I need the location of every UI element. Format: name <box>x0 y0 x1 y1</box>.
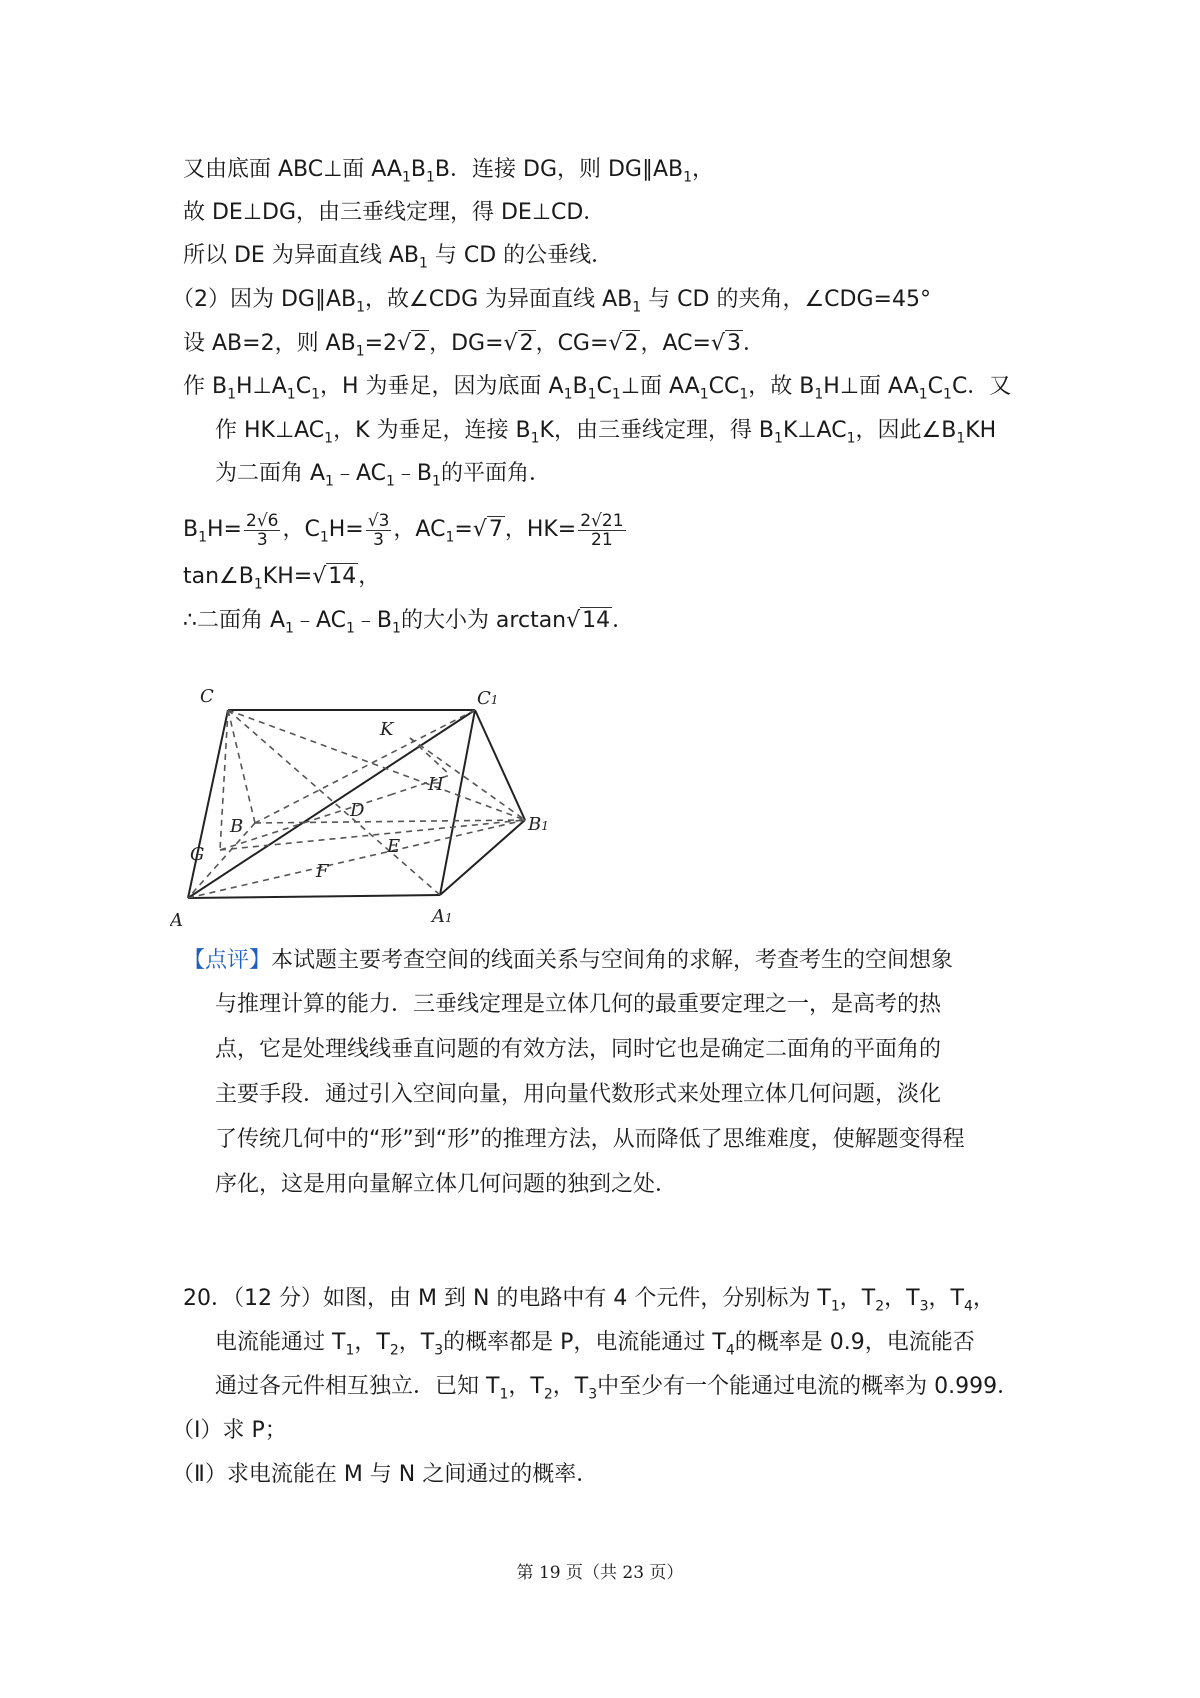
label-D: D <box>350 800 365 821</box>
comment-line-6: 序化，这是用向量解立体几何问题的独到之处． <box>215 1172 678 1197</box>
comment-line-3: 点，它是处理线线垂直问题的有效方法，同时它也是确定二面角的平面角的 <box>215 1037 942 1062</box>
solution-line-10: $\tan\angle B_1KH=√14$， <box>183 564 381 593</box>
prism-figure <box>170 680 570 930</box>
solution-line-9: $B_1H=$ $\frac{2√6}{3}$ ，$C_1H=$ $\frac{√3}{3}$ ，$AC_1=√7$，HK= $\frac{2√21}{21}$ <box>183 510 624 550</box>
problem-line-2: 电流能通过 $T_1$，$T_2$，$T_3$的概率都是 P，电流能通过 $T_4$的概率是 0.9，电流能否 <box>215 1330 975 1359</box>
label-B: B <box>230 816 244 837</box>
solution-line-1: 又由底面 ABC⊥面 $AA_1B_1B$．连接 DG，则 $DG\parallel AB_1$， <box>183 157 715 186</box>
problem-line-1: 20．（12 分）如图，由 M 到 N 的电路中有 4 个元件，分别标为 $T_1$，$T_2$，$T_3$，$T_4$， <box>183 1286 995 1315</box>
solution-line-2: 故 DE⊥DG，由三垂线定理，得 DE⊥CD． <box>183 200 606 225</box>
page-footer: 第 19 页（共 23 页） <box>516 1563 684 1583</box>
solution-line-8: 为二面角 $A_1﹣AC_1﹣B_1$的平面角． <box>215 461 551 490</box>
label-F: F <box>316 861 329 882</box>
label-C: C <box>200 686 214 707</box>
solution-line-6: 作 $B_1H\perp A_1C_1$，H 为垂足，因为底面 $A_1B_1C_1\perp$面 $AA_1CC_1$，故 $B_1H\perp$面 $AA_1C_1C$．又 <box>183 374 1012 403</box>
comment-line-4: 主要手段．通过引入空间向量，用向量代数形式来处理立体几何问题，淡化 <box>215 1082 942 1107</box>
solution-line-4: （2）因为 $DG\parallel AB_1$，故∠CDG 为异面直线 $AB_1$ 与 CD 的夹角，∠CDG=45° <box>172 287 931 316</box>
label-C1: C1 <box>477 688 499 709</box>
label-E: E <box>387 836 401 857</box>
solution-line-11: ∴二面角 $A_1﹣AC_1﹣B_1$的大小为 arctan√14． <box>183 608 635 637</box>
comment-line-2: 与推理计算的能力．三垂线定理是立体几何的最重要定理之一，是高考的热 <box>215 992 942 1017</box>
solution-line-7: 作 $HK\perp AC_1$，K 为垂足，连接 $B_1K$，由三垂线定理，得 $B_1K\perp AC_1$，因此$\angle B_1KH$ <box>215 418 997 447</box>
label-G: G <box>190 844 205 865</box>
label-A1: A1 <box>432 906 453 927</box>
problem-line-5: （Ⅱ）求电流能在 M 与 N 之间通过的概率． <box>172 1462 599 1487</box>
problem-line-3: 通过各元件相互独立．已知 $T_1$，$T_2$，$T_3$中至少有一个能通过电流的概率为 0.999． <box>215 1374 1020 1403</box>
label-H: H <box>428 774 444 795</box>
comment-tag: 【点评】 <box>183 948 272 973</box>
comment-line-5: 了传统几何中的“形”到“形”的推理方法，从而降低了思维难度，使解题变得程 <box>215 1127 965 1152</box>
solution-line-5: 设 AB=2，则 $AB_1=2√2$，DG=√2，CG=√2，AC=√3． <box>183 331 765 360</box>
label-K: K <box>380 719 394 740</box>
problem-line-4: （Ⅰ）求 P； <box>172 1418 287 1443</box>
comment-line-1: 【点评】本试题主要考查空间的线面关系与空间角的求解，考查考生的空间想象 <box>183 948 954 973</box>
label-B1: B1 <box>528 814 549 835</box>
solution-line-3: 所以 DE 为异面直线 $AB_1$ 与 CD 的公垂线． <box>183 243 614 272</box>
label-A: A <box>170 910 183 930</box>
